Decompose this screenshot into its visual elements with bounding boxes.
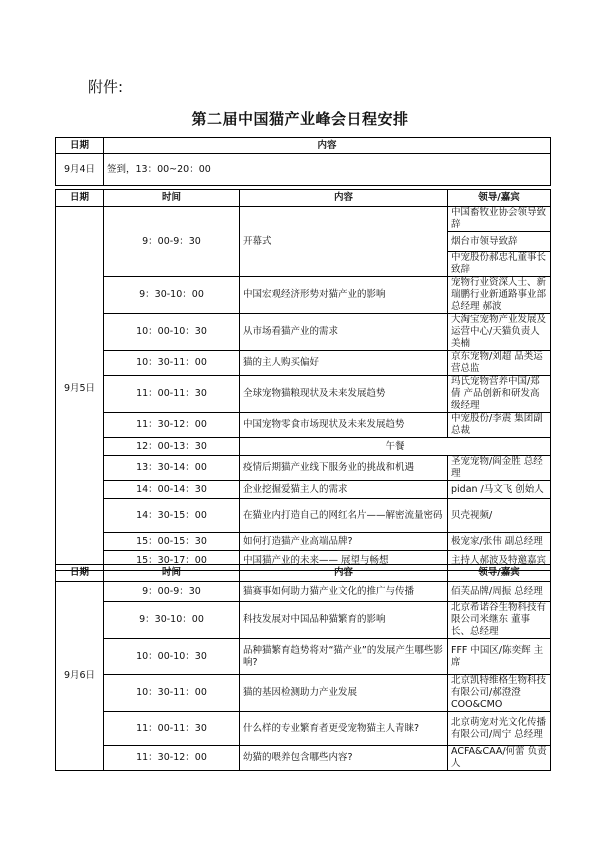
time-cell: 10：30-11：00: [104, 675, 240, 712]
table-row: [56, 602, 551, 639]
time-cell: 15：00-15：30: [104, 533, 240, 551]
annex-label: 附件:: [88, 78, 124, 96]
time-cell: 11：30-12：00: [104, 413, 240, 438]
header-time: 时间: [104, 190, 240, 207]
time-cell: 12：00-13：30: [104, 438, 240, 456]
table-row: [56, 456, 551, 481]
leader-cell: 玛氏宠物营养中国/郑倩 产品创新和研发高级经理: [448, 376, 551, 413]
leader-cell: 宠物行业资深人士、新瑞鹏行业新通路事业部总经理 郝波: [448, 277, 551, 314]
table-row: [56, 712, 551, 746]
time-cell: 11：00-11：30: [104, 376, 240, 413]
content-cell: 猫的主人购买偏好: [240, 351, 448, 376]
schedule-table-day6: [55, 564, 551, 771]
time-cell: 15：30-17：00: [104, 551, 240, 571]
time-cell: 9：30-10：00: [104, 277, 240, 314]
table-row: [56, 314, 551, 351]
content-cell: 在猫业内打造自己的网红名片——解密流量密码: [240, 499, 448, 533]
registration-table: [55, 137, 551, 186]
leader-cell: 北京凯特维格生物科技有限公司/郝澄澄 COO&CMO: [448, 675, 551, 712]
content-cell: 科技发展对中国品种猫繁育的影响: [240, 602, 448, 639]
content-cell: 开幕式: [240, 207, 448, 277]
leader-cell: ACFA&CAA/何蕾 负责人: [448, 746, 551, 771]
content-cell: 品种猫繁育趋势将对“猫产业”的发展产生哪些影响?: [240, 639, 448, 675]
table-row: [56, 481, 551, 499]
content-cell: 如何打造猫产业高端品牌?: [240, 533, 448, 551]
content-cell: 疫情后期猫产业线下服务业的挑战和机遇: [240, 456, 448, 481]
leader-cell: 北京希诺谷生物科技有限公司米继东 董事长、总经理: [448, 602, 551, 639]
header-content: 内容: [240, 565, 448, 582]
lunch-break-cell: 午餐: [240, 438, 551, 456]
leader-cell: 圣宠宠物/阎金胜 总经理: [448, 456, 551, 481]
time-cell: 11：00-11：30: [104, 712, 240, 746]
leader-cell: pidan /马文飞 创始人: [448, 481, 551, 499]
table-spacer: [55, 546, 551, 564]
header-content: 内容: [104, 138, 551, 154]
content-cell: 幼猫的喂养包含哪些内容?: [240, 746, 448, 771]
header-leader: 领导/嘉宾: [448, 190, 551, 207]
content-cell: 中国宏观经济形势对猫产业的影响: [240, 277, 448, 314]
table-row: [56, 277, 551, 314]
time-cell: 9：00-9：30: [104, 207, 240, 277]
header-date: 日期: [56, 138, 104, 154]
leader-cell: 中宠股份/李震 集团副总裁: [448, 413, 551, 438]
table-row: [56, 746, 551, 771]
day-date-cell: 9月6日: [56, 582, 104, 771]
time-cell: 14：30-15：00: [104, 499, 240, 533]
document-title: 第二届中国猫产业峰会日程安排: [191, 110, 409, 128]
time-cell: 10：00-10：30: [104, 314, 240, 351]
content-cell: 企业挖掘爱猫主人的需求: [240, 481, 448, 499]
leader-cell: 北京萌宠对光文化传播有限公司/周宁 总经理: [448, 712, 551, 746]
header-date: 日期: [56, 565, 104, 582]
day-date-cell: 9月5日: [56, 207, 104, 571]
registration-date: 9月4日: [56, 154, 104, 186]
time-cell: 13：30-14：00: [104, 456, 240, 481]
table-row: [56, 499, 551, 533]
content-cell: 从市场看猫产业的需求: [240, 314, 448, 351]
leader-cell: 主持人郝波及特邀嘉宾: [448, 551, 551, 571]
table-row: [56, 438, 551, 456]
time-cell: 10：30-11：00: [104, 351, 240, 376]
content-cell: 猫的基因检测助力产业发展: [240, 675, 448, 712]
schedule-table-day5: [55, 189, 551, 571]
leader-cell: 佰芙品牌/周振 总经理: [448, 582, 551, 602]
leader-cell: 极宠家/张伟 副总经理: [448, 533, 551, 551]
header-leader: 领导/嘉宾: [448, 565, 551, 582]
leader-cell: 贝壳视频/: [448, 499, 551, 533]
time-cell: 9：30-10：00: [104, 602, 240, 639]
header-date: 日期: [56, 190, 104, 207]
content-cell: 中国宠物零食市场现状及未来发展趋势: [240, 413, 448, 438]
registration-content: 签到，13：00~20：00: [104, 154, 551, 186]
table-row: [56, 675, 551, 712]
leader-cell: 烟台市领导致辞: [448, 232, 551, 252]
header-content: 内容: [240, 190, 448, 207]
leader-cell: 大淘宝宠物产业发展及运营中心/天猫负责人美楠: [448, 314, 551, 351]
table-row: [56, 413, 551, 438]
leader-cell: FFF 中国区/陈奕辉 主席: [448, 639, 551, 675]
table-row: [56, 351, 551, 376]
time-cell: 14：00-14：30: [104, 481, 240, 499]
table-row: [56, 582, 551, 602]
table-row: [56, 207, 551, 232]
leader-cell: 中宠股份郝忠礼董事长致辞: [448, 252, 551, 277]
table-row: [56, 376, 551, 413]
leader-cell: 京东宠物/刘超 品类运营总监: [448, 351, 551, 376]
leader-cell: 中国畜牧业协会领导致辞: [448, 207, 551, 232]
content-cell: 全球宠物猫粮现状及未来发展趋势: [240, 376, 448, 413]
table-row: [56, 639, 551, 675]
time-cell: 9：00-9：30: [104, 582, 240, 602]
content-cell: 中国猫产业的未来—— 展望与畅想: [240, 551, 448, 571]
content-cell: 什么样的专业繁育者更受宠物猫主人青睐?: [240, 712, 448, 746]
time-cell: 11：30-12：00: [104, 746, 240, 771]
content-cell: 猫赛事如何助力猫产业文化的推广与传播: [240, 582, 448, 602]
header-time: 时间: [104, 565, 240, 582]
time-cell: 10：00-10：30: [104, 639, 240, 675]
